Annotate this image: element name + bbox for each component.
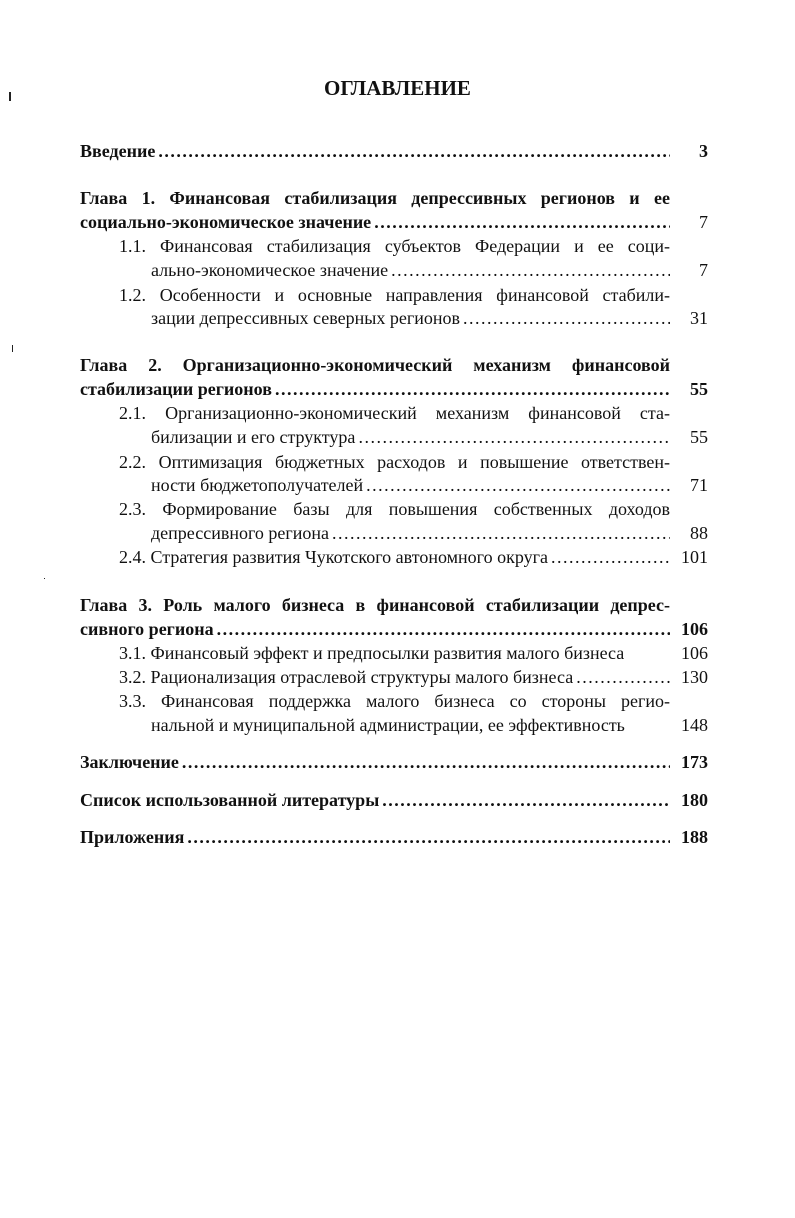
toc-entry-title: 2.4. Стратегия развития Чукотского автономного округа bbox=[119, 547, 548, 567]
toc-entry-section-2-3[interactable] bbox=[151, 521, 670, 545]
toc-entry-title: билизации и его структура bbox=[151, 427, 356, 447]
section-heading[interactable]: 2.3. Формирование базы для повышения собственных доходов bbox=[119, 499, 670, 519]
leader-dots bbox=[158, 139, 670, 163]
page-number: 7 bbox=[699, 260, 708, 280]
page-number: 101 bbox=[681, 547, 708, 567]
toc-entry-appendices[interactable] bbox=[80, 825, 670, 849]
chapter-heading[interactable]: Глава 1. Финансовая стабилизация депрессивных регионов и ее bbox=[80, 188, 670, 208]
page-number: 7 bbox=[699, 212, 708, 232]
scan-speck bbox=[44, 578, 45, 579]
toc-entry-title: Список использованной литературы bbox=[80, 790, 380, 810]
page-number: 180 bbox=[681, 790, 708, 810]
page-number: 55 bbox=[690, 427, 708, 447]
leader-dots bbox=[358, 425, 670, 449]
toc-entry-section-3-3[interactable] bbox=[151, 713, 670, 737]
leader-dots bbox=[217, 617, 670, 641]
toc-entry-section-3-1[interactable] bbox=[119, 641, 670, 665]
page-number: 106 bbox=[681, 619, 708, 639]
toc-entry-section-1-2[interactable] bbox=[151, 306, 670, 330]
toc-entry-chapter-1[interactable] bbox=[80, 210, 670, 234]
section-heading[interactable]: 1.2. Особенности и основные направления финансовой стабили- bbox=[119, 285, 670, 305]
page-number: 55 bbox=[690, 379, 708, 399]
toc-entry-title: социально-экономическое значение bbox=[80, 212, 372, 232]
page-number: 148 bbox=[681, 715, 708, 735]
scan-speck bbox=[9, 92, 11, 101]
toc-entry-title: стабилизации регионов bbox=[80, 379, 272, 399]
toc-entry-section-3-2[interactable] bbox=[119, 665, 670, 689]
leader-dots bbox=[332, 521, 670, 545]
page-number: 71 bbox=[690, 475, 708, 495]
section-heading[interactable]: 2.2. Оптимизация бюджетных расходов и повышение ответствен- bbox=[119, 452, 670, 472]
leader-dots bbox=[463, 306, 670, 330]
toc-entry-intro[interactable] bbox=[80, 139, 670, 163]
toc-entry-title: Заключение bbox=[80, 752, 179, 772]
toc-entry-title: 3.2. Рационализация отраслевой структуры малого бизнеса bbox=[119, 667, 574, 687]
toc-entry-title: сивного региона bbox=[80, 619, 214, 639]
toc-entry-section-2-1[interactable] bbox=[151, 425, 670, 449]
chapter-heading[interactable]: Глава 3. Роль малого бизнеса в финансовой стабилизации депрес- bbox=[80, 595, 670, 615]
toc-entry-title: 3.1. Финансовый эффект и предпосылки развития малого бизнеса bbox=[119, 643, 625, 663]
page-title: ОГЛАВЛЕНИЕ bbox=[324, 76, 471, 100]
toc-entry-title: Приложения bbox=[80, 827, 185, 847]
toc-entry-chapter-2[interactable] bbox=[80, 377, 670, 401]
page-number: 31 bbox=[690, 308, 708, 328]
leader-dots bbox=[391, 258, 670, 282]
leader-dots bbox=[275, 377, 670, 401]
toc-entry-title: Введение bbox=[80, 141, 156, 161]
section-heading[interactable]: 1.1. Финансовая стабилизация субъектов Федерации и ее соци- bbox=[119, 236, 670, 256]
leader-dots bbox=[374, 210, 670, 234]
leader-dots bbox=[382, 788, 670, 812]
toc-entry-title: депрессивного региона bbox=[151, 523, 330, 543]
page-number: 130 bbox=[681, 667, 708, 687]
scan-speck bbox=[12, 345, 13, 352]
toc-entry-title: зации депрессивных северных регионов bbox=[151, 308, 460, 328]
leader-dots bbox=[187, 825, 670, 849]
section-heading[interactable]: 2.1. Организационно-экономический механизм финансовой ста- bbox=[119, 403, 670, 423]
page-number: 3 bbox=[699, 141, 708, 161]
toc-entry-section-2-4[interactable] bbox=[119, 545, 670, 569]
page-number: 173 bbox=[681, 752, 708, 772]
toc-entry-title: ности бюджетополучателей bbox=[151, 475, 364, 495]
toc-entry-conclusion[interactable] bbox=[80, 750, 670, 774]
page-number: 188 bbox=[681, 827, 708, 847]
toc-entry-section-2-2[interactable] bbox=[151, 473, 670, 497]
toc-entry-references[interactable] bbox=[80, 788, 670, 812]
leader-dots bbox=[182, 750, 670, 774]
page-number: 88 bbox=[690, 523, 708, 543]
toc-entry-section-1-1[interactable] bbox=[151, 258, 670, 282]
page-number: 106 bbox=[681, 643, 708, 663]
toc-entry-title: нальной и муниципальной администрации, ее эффективность bbox=[151, 715, 625, 735]
toc-entry-title: ально-экономическое значение bbox=[151, 260, 389, 280]
section-heading[interactable]: 3.3. Финансовая поддержка малого бизнеса со стороны регио- bbox=[119, 691, 670, 711]
toc-entry-chapter-3[interactable] bbox=[80, 617, 670, 641]
chapter-heading[interactable]: Глава 2. Организационно-экономический механизм финансовой bbox=[80, 355, 670, 375]
leader-dots bbox=[366, 473, 670, 497]
